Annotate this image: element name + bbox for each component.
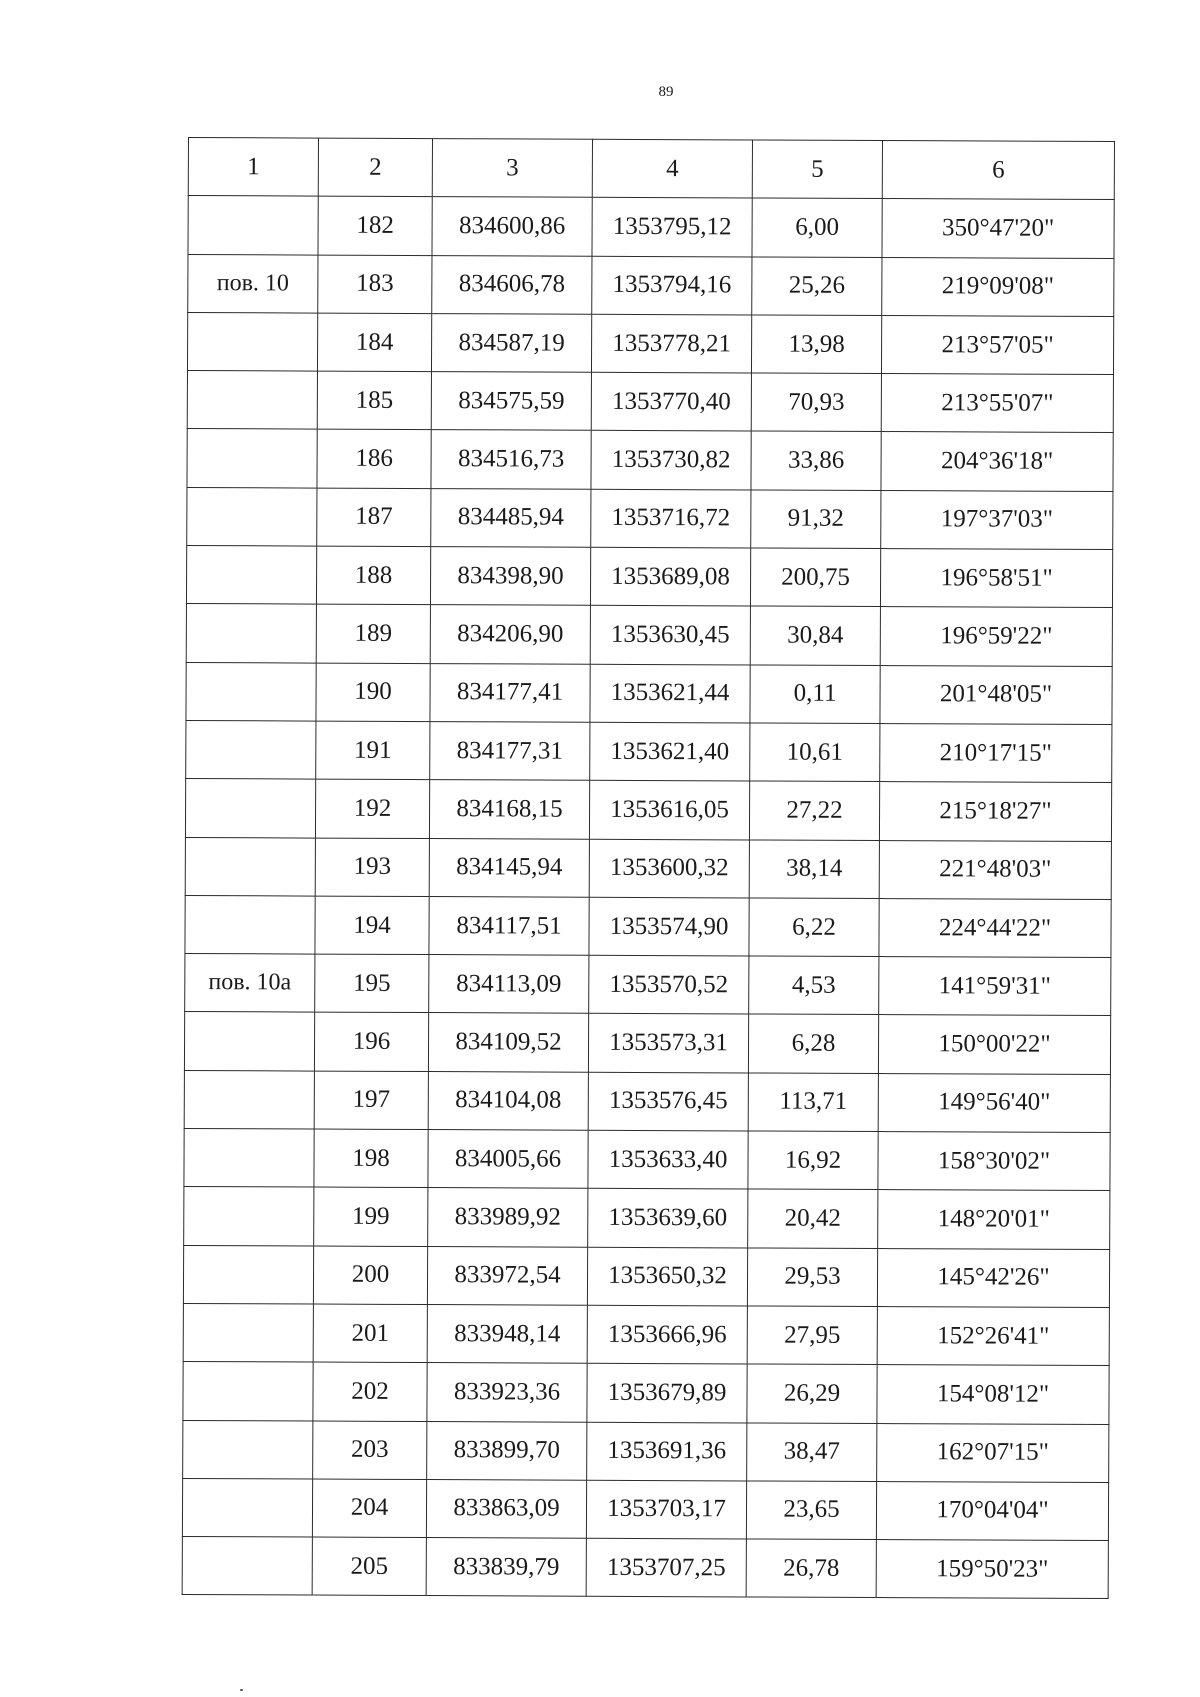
cell-distance: 70,93: [751, 373, 881, 432]
cell-distance: 27,95: [747, 1306, 877, 1365]
cell-row-label: [183, 1303, 313, 1362]
table-row: [186, 662, 1112, 724]
cell-coord-y: 1353576,45: [588, 1072, 748, 1131]
cell-coord-x: 833972,54: [427, 1246, 587, 1305]
cell-distance: 16,92: [748, 1131, 878, 1190]
cell-coord-y: 1353630,45: [590, 606, 750, 665]
cell-bearing: 350°47'20": [882, 199, 1114, 258]
cell-distance: 10,61: [750, 723, 880, 782]
cell-coord-x: 834587,19: [431, 313, 591, 372]
coordinates-table: [182, 137, 1115, 1599]
cell-distance: 25,26: [752, 257, 882, 316]
cell-coord-y: 1353689,08: [590, 547, 750, 606]
table-row: [182, 1478, 1108, 1540]
table-row: [185, 779, 1111, 841]
cell-coord-x: 834117,51: [429, 896, 589, 955]
cell-coord-y: 1353730,82: [591, 431, 751, 490]
cell-point-number: 192: [315, 779, 429, 838]
cell-row-label: [185, 895, 315, 954]
table-row: [187, 429, 1113, 491]
cell-distance: 23,65: [746, 1481, 876, 1540]
cell-coord-x: 834398,90: [430, 547, 590, 606]
cell-row-label: [186, 662, 316, 721]
cell-coord-y: 1353573,31: [588, 1014, 748, 1073]
cell-coord-y: 1353770,40: [591, 372, 751, 431]
cell-coord-y: 1353600,32: [589, 839, 749, 898]
cell-coord-y: 1353621,44: [590, 664, 750, 723]
cell-point-number: 190: [316, 663, 430, 722]
cell-row-label: [187, 312, 317, 371]
cell-distance: 38,14: [749, 840, 879, 899]
cell-row-label: [187, 487, 317, 546]
table-row: [186, 604, 1112, 666]
cell-point-number: 196: [314, 1013, 428, 1072]
cell-row-label: [185, 779, 315, 838]
cell-row-label: [182, 1478, 312, 1537]
cell-coord-y: 1353703,17: [586, 1480, 746, 1539]
cell-bearing: 158°30'02": [878, 1132, 1110, 1191]
cell-point-number: 205: [312, 1537, 426, 1596]
cell-point-number: 187: [317, 488, 431, 547]
cell-row-label: [185, 837, 315, 896]
cell-row-label: [187, 371, 317, 430]
cell-bearing: 149°56'40": [878, 1073, 1110, 1132]
cell-coord-y: 1353691,36: [587, 1422, 747, 1481]
table-row: [183, 1362, 1109, 1424]
cell-row-label: [182, 1537, 312, 1596]
cell-point-number: 199: [314, 1187, 428, 1246]
table-row: [182, 1537, 1108, 1599]
cell-bearing: 150°00'22": [878, 1015, 1110, 1074]
cell-bearing: 145°42'26": [877, 1248, 1109, 1307]
cell-coord-x: 834109,52: [428, 1013, 588, 1072]
column-header-6: 6: [882, 141, 1114, 200]
cell-distance: 38,47: [747, 1422, 877, 1481]
cell-row-label: [188, 196, 318, 255]
cell-bearing: 213°57'05": [881, 315, 1113, 374]
cell-coord-x: 834104,08: [428, 1071, 588, 1130]
cell-point-number: 202: [313, 1362, 427, 1421]
cell-distance: 91,32: [751, 490, 881, 549]
column-header-1: 1: [188, 138, 318, 197]
cell-bearing: 197°37'03": [881, 490, 1113, 549]
table-row: [184, 1012, 1110, 1074]
cell-distance: 26,29: [747, 1364, 877, 1423]
cell-coord-y: 1353707,25: [586, 1538, 746, 1597]
cell-row-label: [187, 429, 317, 488]
cell-coord-x: 833863,09: [426, 1479, 586, 1538]
cell-row-label: [184, 1012, 314, 1071]
cell-distance: 33,86: [751, 431, 881, 490]
cell-row-label: [183, 1420, 313, 1479]
cell-bearing: 224°44'22": [879, 898, 1111, 957]
cell-row-label: пов. 10а: [185, 954, 315, 1013]
table-row: [183, 1245, 1109, 1307]
table-row: [186, 720, 1112, 782]
cell-bearing: 210°17'15": [880, 723, 1112, 782]
cell-point-number: 182: [318, 196, 432, 255]
cell-coord-x: 833948,14: [427, 1304, 587, 1363]
cell-distance: 200,75: [750, 548, 880, 607]
cell-point-number: 194: [315, 896, 429, 955]
cell-coord-x: 834600,86: [432, 197, 592, 256]
cell-distance: 26,78: [746, 1539, 876, 1598]
cell-coord-x: 834168,15: [429, 780, 589, 839]
cell-coord-y: 1353716,72: [591, 489, 751, 548]
cell-bearing: 221°48'03": [879, 840, 1111, 899]
cell-coord-x: 833989,92: [428, 1188, 588, 1247]
cell-coord-y: 1353639,60: [588, 1189, 748, 1248]
cell-point-number: 188: [316, 546, 430, 605]
cell-coord-y: 1353795,12: [592, 198, 752, 257]
cell-distance: 0,11: [750, 665, 880, 724]
cell-bearing: 219°09'08": [882, 257, 1114, 316]
cell-coord-x: 834113,09: [429, 955, 589, 1014]
column-header-5: 5: [752, 140, 882, 199]
cell-coord-x: 834177,41: [430, 663, 590, 722]
cell-bearing: 162°07'15": [877, 1423, 1109, 1482]
cell-point-number: 185: [317, 371, 431, 430]
cell-coord-x: 833899,70: [427, 1421, 587, 1480]
cell-row-label: [183, 1362, 313, 1421]
cell-bearing: 215°18'27": [879, 782, 1111, 841]
cell-coord-y: 1353650,32: [587, 1247, 747, 1306]
cell-distance: 13,98: [751, 315, 881, 374]
cell-bearing: 196°59'22": [880, 607, 1112, 666]
cell-row-label: [186, 546, 316, 605]
cell-row-label: [184, 1187, 314, 1246]
cell-distance: 113,71: [748, 1073, 878, 1132]
cell-row-label: [183, 1245, 313, 1304]
cell-coord-x: 834177,31: [430, 722, 590, 781]
table-row: [187, 371, 1113, 433]
cell-row-label: [184, 1129, 314, 1188]
cell-coord-x: 834575,59: [431, 372, 591, 431]
cell-bearing: 170°04'04": [876, 1481, 1108, 1540]
cell-point-number: 186: [317, 430, 431, 489]
table-row: [187, 312, 1113, 374]
cell-coord-y: 1353794,16: [592, 256, 752, 315]
cell-coord-x: 834485,94: [431, 488, 591, 547]
cell-coord-y: 1353666,96: [587, 1305, 747, 1364]
cell-distance: 6,28: [748, 1014, 878, 1073]
cell-coord-y: 1353679,89: [587, 1363, 747, 1422]
cell-bearing: 204°36'18": [881, 432, 1113, 491]
table-row: [183, 1303, 1109, 1365]
cell-distance: 20,42: [748, 1189, 878, 1248]
cell-coord-y: 1353633,40: [588, 1130, 748, 1189]
table-row: [184, 1129, 1110, 1191]
cell-bearing: 148°20'01": [878, 1190, 1110, 1249]
page-number: 89: [658, 84, 674, 100]
cell-distance: 27,22: [749, 781, 879, 840]
table-row: [188, 254, 1114, 316]
cell-point-number: 191: [316, 721, 430, 780]
column-header-4: 4: [592, 139, 752, 198]
cell-row-label: пов. 10: [188, 254, 318, 313]
cell-point-number: 193: [315, 838, 429, 897]
cell-distance: 4,53: [749, 956, 879, 1015]
cell-point-number: 200: [313, 1246, 427, 1305]
cell-distance: 29,53: [747, 1248, 877, 1307]
table-header-row: [188, 138, 1114, 200]
cell-bearing: 196°58'51": [880, 549, 1112, 608]
cell-point-number: 204: [312, 1479, 426, 1538]
table-row: [185, 954, 1111, 1016]
cell-point-number: 183: [318, 255, 432, 314]
cell-bearing: 154°08'12": [877, 1365, 1109, 1424]
cell-distance: 30,84: [750, 606, 880, 665]
cell-row-label: [184, 1070, 314, 1129]
table-row: [184, 1187, 1110, 1249]
column-header-3: 3: [432, 139, 592, 198]
table-row: [187, 487, 1113, 549]
cell-point-number: 201: [313, 1304, 427, 1363]
cell-point-number: 189: [316, 604, 430, 663]
cell-coord-y: 1353574,90: [589, 897, 749, 956]
scan-speck: [240, 1689, 243, 1691]
cell-coord-x: 834606,78: [432, 255, 592, 314]
cell-point-number: 195: [315, 954, 429, 1013]
cell-point-number: 203: [313, 1421, 427, 1480]
cell-coord-y: 1353616,05: [589, 781, 749, 840]
table-row: [184, 1070, 1110, 1132]
table-row: [188, 196, 1114, 258]
cell-bearing: 152°26'41": [877, 1306, 1109, 1365]
cell-coord-y: 1353570,52: [589, 955, 749, 1014]
cell-bearing: 213°55'07": [881, 374, 1113, 433]
cell-point-number: 184: [317, 313, 431, 372]
cell-row-label: [186, 604, 316, 663]
cell-point-number: 198: [314, 1129, 428, 1188]
table-row: [185, 837, 1111, 899]
cell-coord-x: 834005,66: [428, 1130, 588, 1189]
cell-bearing: 201°48'05": [880, 665, 1112, 724]
table-row: [186, 546, 1112, 608]
column-header-2: 2: [318, 138, 432, 197]
cell-coord-y: 1353778,21: [591, 314, 751, 373]
table-row: [183, 1420, 1109, 1482]
cell-coord-x: 834206,90: [430, 605, 590, 664]
cell-coord-x: 833923,36: [427, 1363, 587, 1422]
cell-coord-x: 834516,73: [431, 430, 591, 489]
table-body: [182, 196, 1114, 1599]
cell-coord-x: 834145,94: [429, 838, 589, 897]
cell-coord-y: 1353621,40: [590, 722, 750, 781]
cell-row-label: [186, 720, 316, 779]
cell-bearing: 141°59'31": [879, 957, 1111, 1016]
cell-bearing: 159°50'23": [876, 1540, 1108, 1599]
table-row: [185, 895, 1111, 957]
cell-distance: 6,00: [752, 198, 882, 257]
cell-coord-x: 833839,79: [426, 1538, 586, 1597]
cell-distance: 6,22: [749, 898, 879, 957]
cell-point-number: 197: [314, 1071, 428, 1130]
